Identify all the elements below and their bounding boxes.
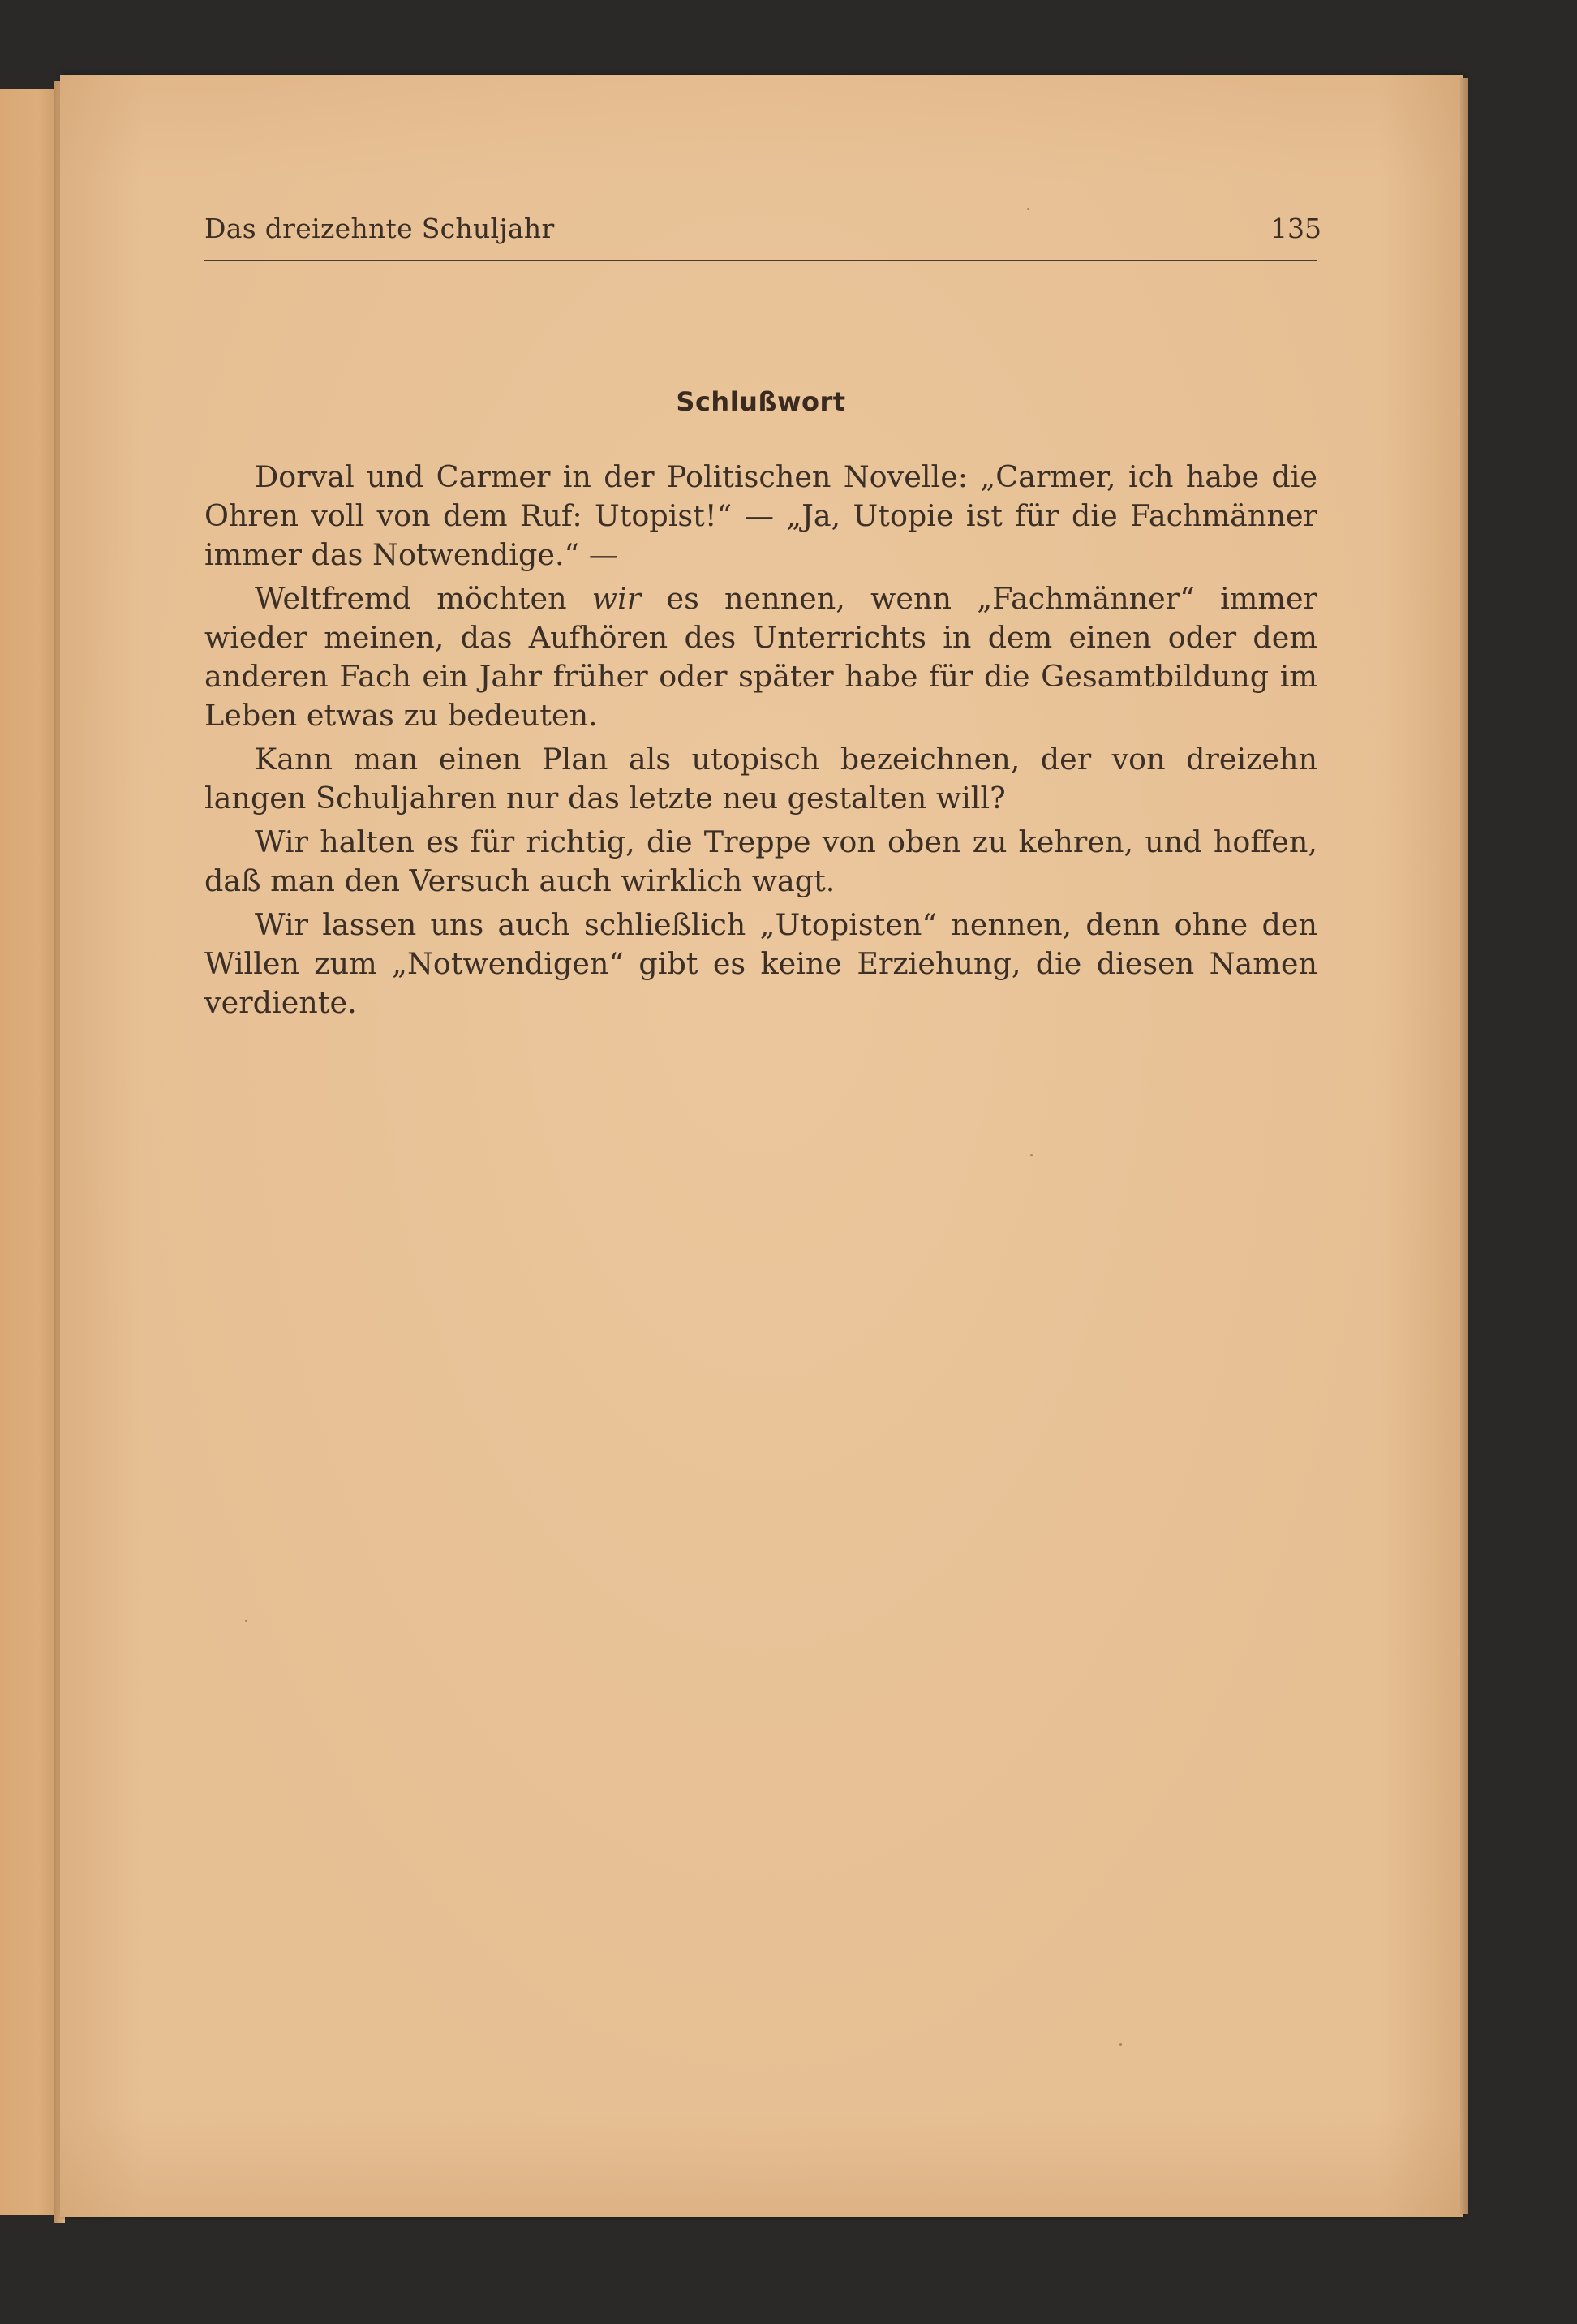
paragraph bbox=[204, 579, 1317, 735]
paragraph bbox=[204, 823, 1317, 901]
paper-speck bbox=[1027, 208, 1029, 210]
text-run: Weltfremd möchten bbox=[255, 581, 592, 616]
section-title: Schlußwort bbox=[676, 386, 846, 417]
paragraph bbox=[204, 906, 1317, 1022]
header-rule bbox=[204, 260, 1317, 261]
text-run: Wir halten es für richtig, die Treppe von oben zu kehren, und hoffen, daß man den Versuch auch wirklich wagt. bbox=[204, 824, 1317, 898]
paper-speck bbox=[1119, 2043, 1122, 2046]
text-run: Kann man einen Plan als utopisch bezeichnen, der von dreizehn langen Schuljahren nur das letzte neu gestalten will? bbox=[204, 742, 1317, 816]
text-run: Wir lassen uns auch schließlich „Utopisten“ nennen, denn ohne den Willen zum „Notwendigen“ gibt es keine Erziehung, die diesen Namen verdiente. bbox=[204, 907, 1317, 1020]
paper-speck bbox=[245, 1620, 247, 1622]
paragraph bbox=[204, 458, 1317, 575]
text-run: es nennen, wenn „Fachmänner“ immer wieder meinen, das Aufhören des Unterrichts in dem einen oder dem anderen Fach ein Jahr früher oder später habe für die Gesamtbildung im Leben etwas zu bedeuten. bbox=[204, 581, 1318, 733]
paragraph bbox=[204, 740, 1317, 818]
page-number: 135 bbox=[1270, 213, 1321, 244]
emphasized-word: wir bbox=[591, 581, 642, 616]
page-fore-edge bbox=[1460, 78, 1468, 2214]
paper-speck bbox=[1030, 1154, 1033, 1156]
text-run: Dorval und Carmer in der Politischen Novelle: „Carmer, ich habe die Ohren voll von dem Ruf: Utopist!“ — „Ja, Utopie ist für die Fachmänner immer das Notwendige.“ — bbox=[204, 459, 1317, 572]
body-text bbox=[204, 458, 1317, 1027]
running-head: Das dreizehnte Schuljahr bbox=[204, 213, 555, 244]
